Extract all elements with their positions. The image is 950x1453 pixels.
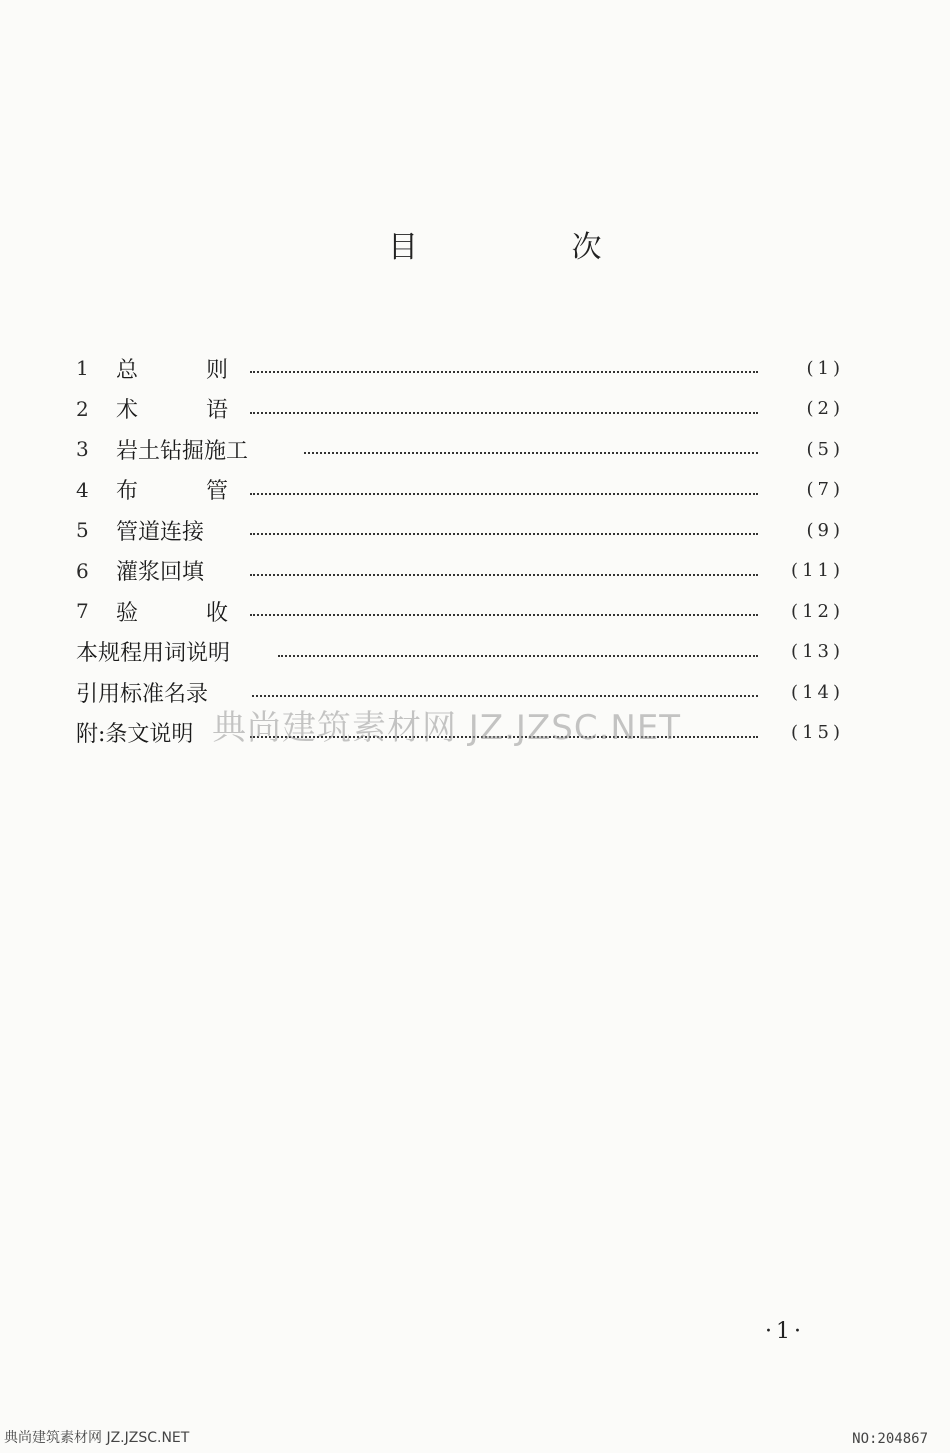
dot-leader bbox=[278, 655, 758, 657]
footer-id-label: NO:204867 bbox=[852, 1431, 928, 1447]
toc-entry[interactable] bbox=[76, 429, 844, 470]
toc-entry-page: (13) bbox=[791, 641, 844, 663]
dot-leader bbox=[250, 533, 758, 535]
table-of-contents bbox=[76, 348, 844, 753]
dot-leader bbox=[252, 695, 758, 697]
toc-entry-page: (9) bbox=[806, 519, 844, 541]
toc-entry-label: 岩土钻掘施工 bbox=[116, 438, 249, 464]
dot-leader bbox=[250, 371, 758, 373]
watermark: 典尚建筑素材网 JZ.JZSC.NET bbox=[212, 708, 682, 748]
toc-entry-page: (15) bbox=[791, 722, 844, 744]
dot-leader bbox=[304, 452, 758, 454]
toc-entry-label: 引用标准名录 bbox=[76, 681, 209, 707]
toc-entry-label: 总 则 bbox=[116, 357, 228, 383]
toc-entry-page: (2) bbox=[806, 398, 844, 420]
toc-entry-number: 1 bbox=[76, 356, 89, 381]
toc-entry-label: 布 管 bbox=[116, 479, 228, 505]
toc-entry-page: (5) bbox=[806, 438, 844, 460]
toc-entry[interactable] bbox=[76, 348, 844, 389]
toc-entry-number: 3 bbox=[76, 437, 89, 462]
toc-entry-number: 7 bbox=[76, 599, 89, 624]
toc-entry-label: 灌浆回填 bbox=[116, 560, 205, 586]
toc-entry-page: (14) bbox=[791, 681, 844, 703]
dot-leader bbox=[250, 493, 758, 495]
toc-entry-label: 管道连接 bbox=[116, 519, 205, 545]
toc-entry-page: (1) bbox=[806, 357, 844, 379]
page-title: 目 次 bbox=[388, 230, 674, 265]
page-number: ·1· bbox=[765, 1319, 805, 1344]
toc-entry-label: 本规程用词说明 bbox=[76, 641, 231, 667]
toc-entry-number: 5 bbox=[76, 518, 89, 543]
toc-entry-number: 2 bbox=[76, 396, 89, 421]
toc-entry-label: 验 收 bbox=[116, 600, 228, 626]
toc-entry-label: 术 语 bbox=[116, 398, 228, 424]
toc-entry-number: 6 bbox=[76, 558, 89, 583]
toc-entry[interactable] bbox=[76, 389, 844, 430]
toc-entry[interactable] bbox=[76, 510, 844, 551]
footer-source-label: 典尚建筑素材网 JZ.JZSC.NET bbox=[4, 1430, 190, 1446]
dot-leader bbox=[250, 574, 758, 576]
toc-entry[interactable] bbox=[76, 551, 844, 592]
dot-leader bbox=[250, 614, 758, 616]
toc-entry[interactable] bbox=[76, 591, 844, 632]
toc-entry-label: 附:条文说明 bbox=[76, 722, 194, 748]
toc-entry-page: (11) bbox=[791, 560, 844, 582]
toc-entry-page: (12) bbox=[791, 600, 844, 622]
toc-entry[interactable] bbox=[76, 470, 844, 511]
toc-entry-page: (7) bbox=[806, 479, 844, 501]
toc-entry-number: 4 bbox=[76, 477, 89, 502]
toc-entry[interactable] bbox=[76, 632, 844, 673]
dot-leader bbox=[250, 412, 758, 414]
